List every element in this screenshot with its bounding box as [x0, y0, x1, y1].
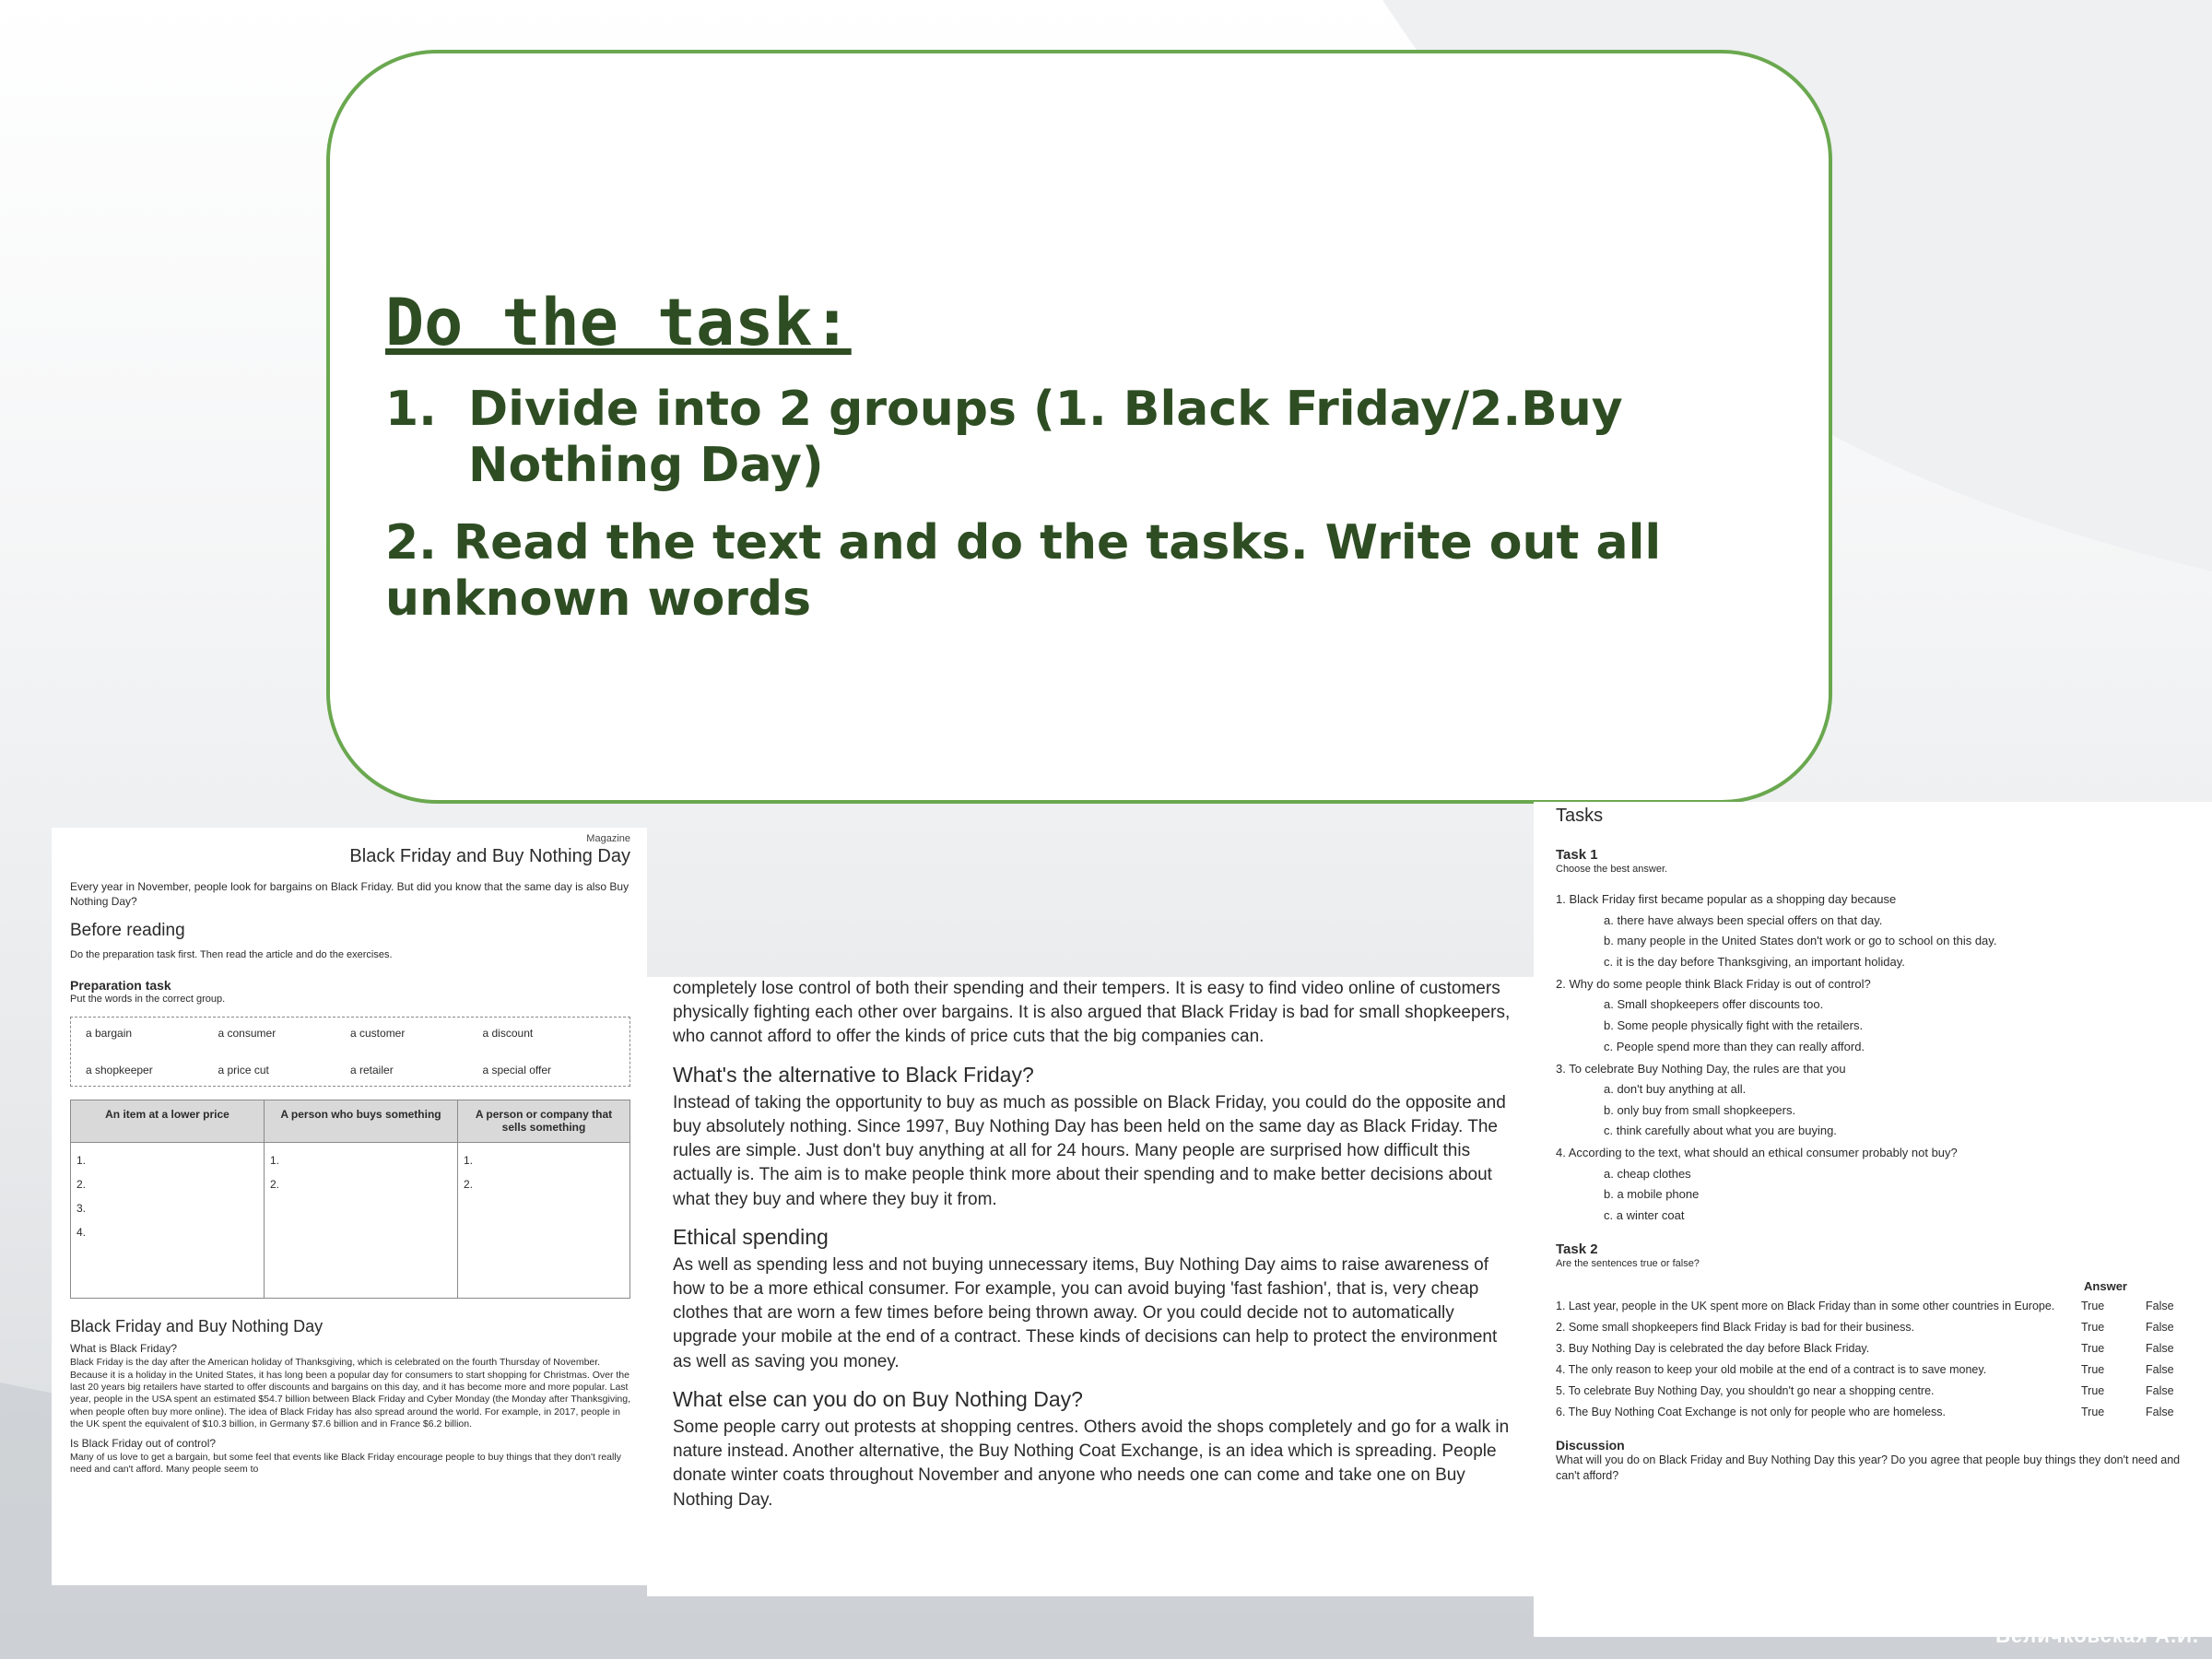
word-item: a discount: [482, 1027, 534, 1041]
statement: 3. Buy Nothing Day is celebrated the day before Black Friday.: [1556, 1341, 1870, 1355]
question: 1. Black Friday first became popular as a shopping day because: [1556, 892, 1897, 907]
word-item: a customer: [350, 1027, 406, 1041]
worksheet-page-right: [1534, 802, 2212, 1637]
task-1-heading: Task 1: [1556, 847, 1598, 863]
word-item: a special offer: [482, 1064, 551, 1077]
true-option: True: [2081, 1383, 2105, 1397]
discussion-text: What will you do on Black Friday and Buy Nothing Day this year? Do you agree that people buy things they don't need and can't afford?: [1556, 1453, 2181, 1482]
tasks-title: Tasks: [1556, 806, 1604, 826]
before-reading-text: Do the preparation task first. Then read the article and do the exercises.: [70, 948, 393, 960]
article-title: Black Friday and Buy Nothing Day: [70, 1317, 324, 1336]
statement: 6. The Buy Nothing Coat Exchange is not only for people who are homeless.: [1556, 1405, 1946, 1418]
task-item-1-number: 1.: [385, 382, 437, 437]
answer-option: a. Small shopkeepers offer discounts too.: [1604, 997, 1824, 1012]
section-heading: Ethical spending: [673, 1224, 829, 1249]
worksheet-title: Black Friday and Buy Nothing Day: [349, 846, 630, 866]
word-item: a bargain: [86, 1027, 133, 1041]
intro-text: Every year in November, people look for bargains on Black Friday. But did you know that the same day is also Buy Nothing Day?: [70, 880, 629, 908]
table-cell: 1. 2.: [464, 1154, 474, 1192]
answer-column-label: Answer: [2084, 1279, 2127, 1294]
answer-option: c. think carefully about what you are buying.: [1604, 1124, 1837, 1138]
author-watermark: Величковская А.И.: [1995, 1624, 2199, 1647]
answer-option: b. a mobile phone: [1604, 1187, 1700, 1202]
true-false-row: [1556, 1299, 2201, 1314]
task-content: [385, 284, 1768, 628]
word-item: a consumer: [218, 1027, 276, 1041]
magazine-tag: Magazine: [586, 833, 630, 844]
question-heading: Is Black Friday out of control?: [70, 1436, 217, 1450]
false-option: False: [2146, 1383, 2174, 1397]
task-card: [326, 50, 1832, 804]
answer-option: c. it is the day before Thanksgiving, an important holiday.: [1604, 955, 1905, 970]
table-header: A person or company that sells something: [458, 1100, 629, 1143]
answer-option: a. cheap clothes: [1604, 1166, 1691, 1181]
true-option: True: [2081, 1341, 2105, 1355]
question: 4. According to the text, what should an ethical consumer probably not buy?: [1556, 1146, 1958, 1160]
section-heading: What's the alternative to Black Friday?: [673, 1062, 1034, 1087]
answer-option: b. Some people physically fight with the retailers.: [1604, 1018, 1864, 1033]
answer-option: c. People spend more than they can really afford.: [1604, 1039, 1865, 1053]
statement: 5. To celebrate Buy Nothing Day, you shouldn't go near a shopping centre.: [1556, 1383, 1935, 1397]
true-option: True: [2081, 1300, 2105, 1313]
article-paragraph: Some people carry out protests at shopping centres. Others avoid the shops completely and go for a walk in nature instead. Another alternative, the Buy Nothing Coat Exchange, is an idea which is spreading. People donate winter coats throughout November and anyone who needs one can come and take one on Buy Nothing Day.: [673, 1417, 1510, 1510]
question-list: [1556, 888, 2201, 1227]
true-option: True: [2081, 1405, 2105, 1418]
task-title: Do the task:: [385, 285, 852, 360]
question: 3. To celebrate Buy Nothing Day, the rules are that you: [1556, 1061, 1846, 1076]
true-option: True: [2081, 1362, 2105, 1376]
false-option: False: [2146, 1405, 2174, 1418]
true-false-row: [1556, 1320, 2201, 1335]
statement: 4. The only reason to keep your old mobile at the end of a contract is to save money.: [1556, 1362, 1987, 1376]
discussion-heading: Discussion: [1556, 1438, 1625, 1453]
statement: 1. Last year, people in the UK spent more on Black Friday than in some other countries in Europe.: [1556, 1300, 2055, 1313]
false-option: False: [2146, 1300, 2174, 1313]
task-item-2-number: 2.: [385, 514, 437, 571]
worksheet-page-middle: [647, 977, 1534, 1596]
article-paragraph: completely lose control of both their spending and their tempers. It is easy to find video online of customers physically fighting each other over bargains. It is also argued that Black Friday is bad for small shopkeepers, who cannot afford to offer the kinds of price cuts that the big companies can.: [673, 979, 1511, 1047]
article-paragraph: Black Friday is the day after the American holiday of Thanksgiving, which is celebrated on the fourth Thursday of November. Because it is a holiday in the United States, it has long been a popular day for consumers to start shopping for Christmas. Over the last 20 years big retailers have started to offer discounts and bargains on this day, and it has become more and more popular. Last year, people in the USA spent an estimated $54.7 billion between Black Friday and Cyber Monday (the Monday after Thanksgiving, when people often buy more online). The idea of Black Friday has also spread around the world. For example, in 2017, people in the UK spent the equivalent of $10.3 billion, in Germany $7.6 billion and in France $6.2 billion.: [70, 1357, 630, 1430]
table-header: A person who buys something: [265, 1100, 458, 1143]
word-box: [70, 1017, 630, 1087]
true-option: True: [2081, 1321, 2105, 1335]
section-heading: What else can you do on Buy Nothing Day?: [673, 1386, 1083, 1411]
question: 2. Why do some people think Black Friday is out of control?: [1556, 976, 1871, 991]
task-item-1-text: Divide into 2 groups (1. Black Friday/2.Buy Nothing Day): [468, 382, 1623, 494]
word-item: a shopkeeper: [86, 1064, 153, 1077]
false-option: False: [2146, 1341, 2174, 1355]
false-option: False: [2146, 1362, 2174, 1376]
answer-option: b. only buy from small shopkeepers.: [1604, 1102, 1796, 1117]
task-item-1: [385, 382, 1768, 495]
table-cell: 1. 2.: [265, 1143, 458, 1298]
statement: 2. Some small shopkeepers find Black Friday is bad for their business.: [1556, 1321, 1915, 1335]
answer-option: c. a winter coat: [1604, 1208, 1685, 1223]
false-option: False: [2146, 1321, 2174, 1335]
word-item: a retailer: [350, 1064, 394, 1077]
task-1-instruction: Choose the best answer.: [1556, 864, 1668, 875]
task-item-2-text: Read the text and do the tasks. Write out all unknown words: [385, 514, 1662, 628]
table-cell: 1. 2. 3. 4.: [71, 1143, 265, 1298]
prep-task-heading: Preparation task: [70, 977, 171, 993]
sorting-table: [70, 1100, 630, 1299]
true-false-row: [1556, 1383, 2201, 1399]
worksheet-page-left: [52, 828, 647, 1585]
task-2-heading: Task 2: [1556, 1241, 1598, 1257]
article-paragraph: As well as spending less and not buying unnecessary items, Buy Nothing Day aims to raise awareness of how to be a more ethical consumer. For example, you can avoid buying 'fast fashion', that is, very cheap clothes that are worn a few times before being thrown away. Or you could decide not to automatically upgrade your mobile at the end of a contract. These kinds of decisions can help to protect the environment as well as saving you money.: [673, 1254, 1498, 1371]
true-false-row: [1556, 1362, 2201, 1378]
prep-task-text: Put the words in the correct group.: [70, 993, 226, 1005]
true-false-row: [1556, 1341, 2201, 1357]
task-2-instruction: Are the sentences true or false?: [1556, 1257, 1700, 1269]
answer-option: a. don't buy anything at all.: [1604, 1081, 1747, 1096]
question-heading: What is Black Friday?: [70, 1342, 178, 1356]
before-reading-heading: Before reading: [70, 920, 185, 940]
table-header: An item at a lower price: [71, 1100, 265, 1143]
article-paragraph: Many of us love to get a bargain, but some feel that events like Black Friday encourage people to buy things that they don't really need and can't afford. Many people seem to: [70, 1451, 621, 1475]
answer-option: a. there have always been special offers on that day.: [1604, 912, 1883, 927]
true-false-row: [1556, 1405, 2201, 1420]
word-item: a price cut: [218, 1064, 269, 1077]
task-item-2: [385, 515, 1768, 629]
article-paragraph: Instead of taking the opportunity to buy as much as possible on Black Friday, you could do the opposite and buy absolutely nothing. Since 1997, Buy Nothing Day has been held on the same day as Black Friday. The rules are simple. Just don't buy anything at all for 24 hours. Many people are surprised how difficult this actually is. The aim is to make people think more about their spending and to make better decisions about what they buy and where they buy it from.: [673, 1092, 1506, 1209]
answer-option: b. many people in the United States don't work or go to school on this day.: [1604, 934, 1997, 948]
